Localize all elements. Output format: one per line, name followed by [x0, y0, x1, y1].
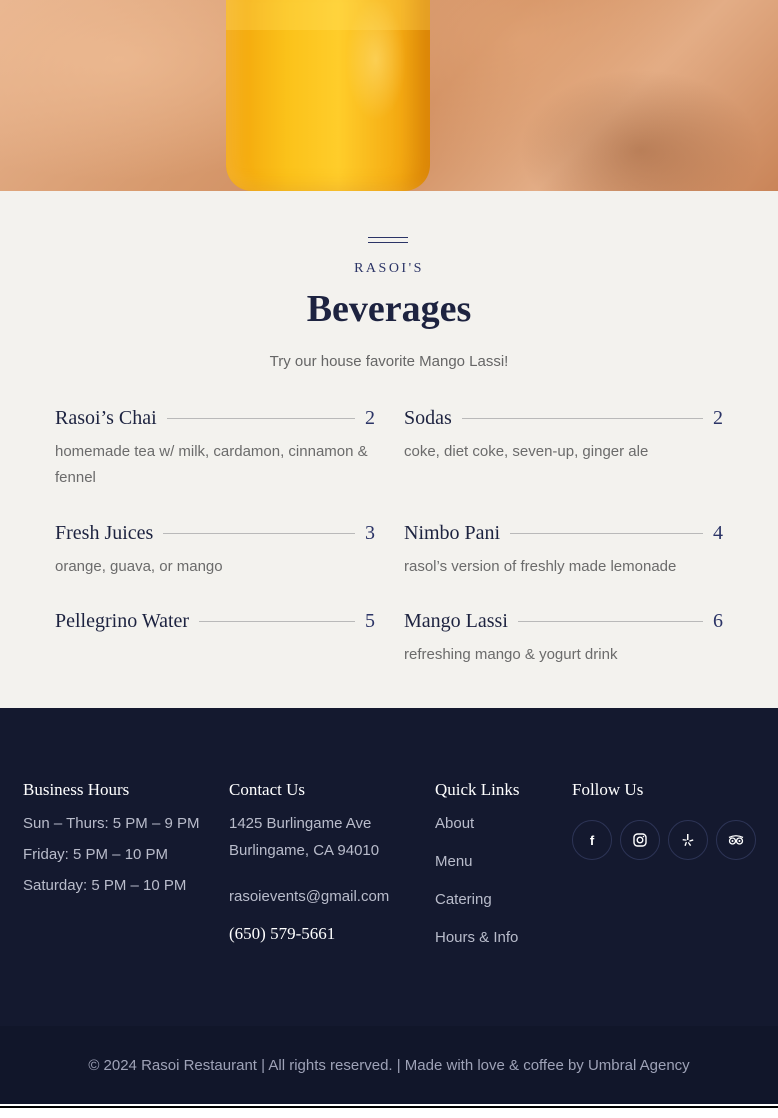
menu-item-divider [518, 621, 703, 622]
menu-item [404, 608, 723, 668]
footer-hours-heading: Business Hours [23, 780, 130, 799]
menu-item-price: 2 [713, 406, 723, 429]
instagram-icon[interactable] [620, 820, 660, 860]
menu-item-name: Nimbo Pani [404, 521, 501, 544]
yelp-icon[interactable] [668, 820, 708, 860]
footer-link-menu[interactable]: Menu [435, 853, 473, 870]
footer-contact [229, 780, 419, 944]
menu-item-name: Mango Lassi [404, 609, 508, 632]
menu-item-description: refreshing mango & yogurt drink [404, 646, 618, 663]
footer-quick-links [435, 780, 565, 966]
hours-line: Sun – Thurs: 5 PM – 9 PM [23, 815, 200, 832]
hours-line: Saturday: 5 PM – 10 PM [23, 877, 187, 894]
menu-item-name: Sodas [404, 406, 452, 429]
menu-item [404, 405, 723, 465]
section-subtitle: Try our house favorite Mango Lassi! [269, 353, 509, 370]
menu-item-price: 3 [365, 521, 375, 544]
title-ornament [368, 237, 408, 243]
menu-item-price: 6 [713, 609, 723, 632]
menu-item [55, 608, 375, 634]
social-links [572, 820, 772, 860]
menu-item-name: Pellegrino Water [55, 609, 190, 632]
menu-item-name: Fresh Juices [55, 521, 154, 544]
menu-item-name: Rasoi’s Chai [55, 406, 157, 429]
phone-link[interactable]: (650) 579-5661 [229, 924, 336, 943]
beverages-menu [0, 191, 778, 708]
menu-item-description: coke, diet coke, seven-up, ginger ale [404, 443, 649, 460]
footer-contact-heading: Contact Us [229, 780, 306, 799]
menu-item-divider [199, 621, 355, 622]
tripadvisor-icon[interactable] [716, 820, 756, 860]
menu-item-description: homemade tea w/ milk, cardamon, cinnamon & fennel [55, 443, 368, 486]
menu-item [55, 405, 375, 491]
hero-image [0, 0, 778, 191]
footer-link-about[interactable]: About [435, 815, 475, 832]
copyright-text: © 2024 Rasoi Restaurant | All rights reserved. | Made with love & coffee by Umbral Agency [88, 1056, 690, 1074]
address-line-1: 1425 Burlingame Ave [229, 815, 372, 832]
footer-link-catering[interactable]: Catering [435, 891, 492, 908]
facebook-icon[interactable]: f [572, 820, 612, 860]
footer-link-hours[interactable]: Hours & Info [435, 929, 519, 946]
menu-item [55, 520, 375, 580]
menu-item-divider [163, 533, 355, 534]
site-footer [0, 708, 778, 1026]
menu-item-price: 5 [365, 609, 375, 632]
footer-links-heading: Quick Links [435, 780, 520, 799]
section-eyebrow: RASOI'S [354, 261, 424, 276]
menu-item-price: 2 [365, 406, 375, 429]
footer-follow-heading: Follow Us [572, 780, 644, 799]
copyright-bar [0, 1026, 778, 1104]
menu-item-price: 4 [713, 521, 723, 544]
footer-follow [572, 780, 772, 860]
address-line-2: Burlingame, CA 94010 [229, 842, 380, 859]
email-link[interactable]: rasoievents@gmail.com [229, 888, 390, 905]
menu-item [404, 520, 723, 580]
menu-item-divider [167, 418, 355, 419]
page-edge [0, 1104, 778, 1118]
section-title: Beverages [306, 288, 472, 330]
menu-item-divider [510, 533, 703, 534]
mango-lassi-glass [226, 0, 430, 191]
footer-hours [23, 780, 208, 899]
menu-item-divider [462, 418, 703, 419]
hours-line: Friday: 5 PM – 10 PM [23, 846, 169, 863]
menu-item-description: orange, guava, or mango [55, 558, 223, 575]
menu-item-description: rasol’s version of freshly made lemonade [404, 558, 677, 575]
